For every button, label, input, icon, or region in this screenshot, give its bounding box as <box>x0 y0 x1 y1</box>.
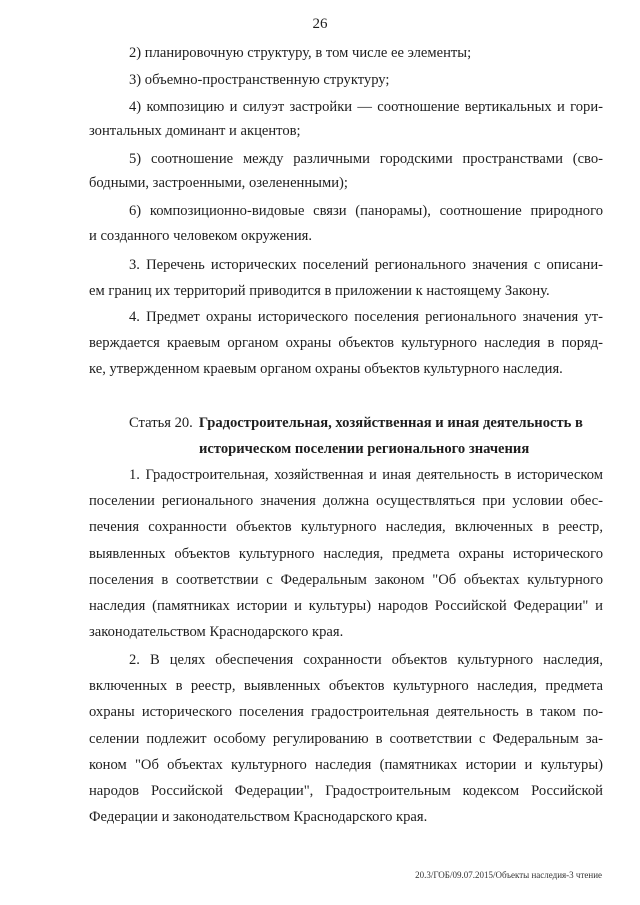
text-line: зонтальных доминант и акцентов; <box>89 123 301 139</box>
text-line: 6) композиционно-видовые связи (панорамы), соотношение природного <box>129 203 603 219</box>
article-title: Градостроительная, хозяйственная и иная деятельность в <box>198 415 583 431</box>
text-line: ке, утвержденном краевым органом охраны объектов культурного наследия. <box>89 361 563 377</box>
article-heading <box>129 414 603 432</box>
text-line: 2. В целях обеспечения сохранности объектов культурного наследия, <box>129 652 603 668</box>
text-line: поселении регионального значения должна осуществляться при условии обес- <box>89 493 603 509</box>
document-footer-code: 20.3/ГОБ/09.07.2015/Объекты наследия-3 чтение <box>415 870 602 880</box>
text-line: коном "Об объектах культурного наследия (памятниках истории и культуры) <box>89 757 603 773</box>
page-number: 26 <box>312 16 328 32</box>
text-line: включенных в реестр, выявленных объектов культурного наследия, предмета <box>89 678 603 694</box>
text-line: 1. Градостроительная, хозяйственная и иная деятельность в историческом <box>129 467 603 483</box>
text-line: охраны исторического поселения градостроительная деятельность в таком по- <box>89 704 603 720</box>
text-line: наследия (памятниках истории и культуры) народов Российской Федерации" и <box>89 598 603 614</box>
text-line: 2) планировочную структуру, в том числе ее элементы; <box>129 45 472 61</box>
text-line: верждается краевым органом охраны объектов культурного наследия в поряд- <box>89 335 603 351</box>
text-line: печения сохранности объектов культурного наследия, включенных в реестр, <box>89 519 603 535</box>
article-label: Статья 20. <box>129 415 193 431</box>
text-line: бодными, застроенными, озелененными); <box>89 175 348 191</box>
text-line: 4. Предмет охраны исторического поселения регионального значения ут- <box>129 309 603 325</box>
article-title-cont: историческом поселении регионального значения <box>199 441 530 457</box>
text-line: законодательством Краснодарского края. <box>89 624 344 640</box>
text-line: народов Российской Федерации", Градостроительным кодексом Российской <box>89 783 603 799</box>
text-line: 5) соотношение между различными городскими пространствами (сво- <box>129 151 603 167</box>
text-line: 3) объемно-пространственную структуру; <box>129 72 390 88</box>
text-line: селении подлежит особому регулированию в соответствии с Федеральным за- <box>89 731 603 747</box>
text-line: и созданного человеком окружения. <box>89 228 312 244</box>
text-line: Федерации и законодательством Краснодарского края. <box>89 809 428 825</box>
text-line: выявленных объектов культурного наследия, предмета охраны исторического <box>89 546 603 562</box>
text-line: поселения в соответствии с Федеральным законом "Об объектах культурного <box>89 572 603 588</box>
text-line: 3. Перечень исторических поселений регионального значения с описани- <box>129 257 603 273</box>
text-line: ем границ их территорий приводится в приложении к настоящему Закону. <box>89 283 550 299</box>
text-line: 4) композицию и силуэт застройки — соотношение вертикальных и гори- <box>129 99 603 115</box>
